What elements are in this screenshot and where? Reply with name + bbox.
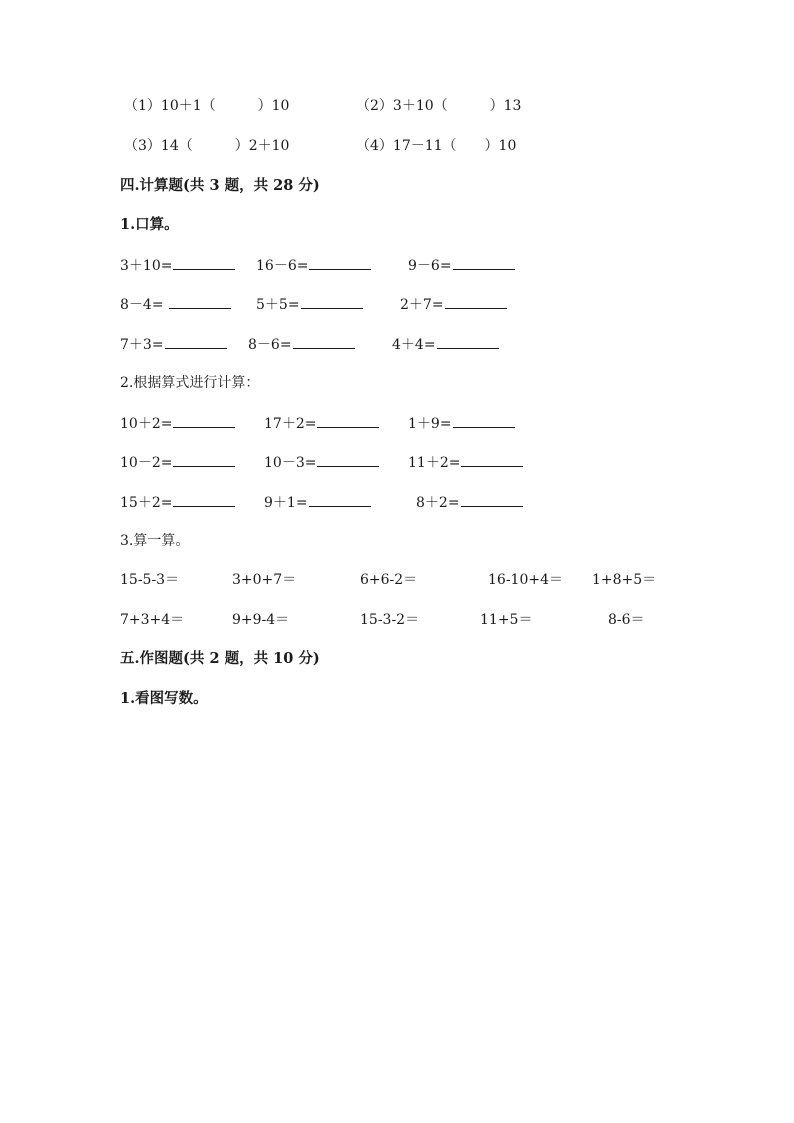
question-2-heading bbox=[0, 372, 794, 394]
q2-row-3 bbox=[0, 491, 794, 513]
q1-expr: 8－6= bbox=[248, 337, 292, 353]
q2-expr: 10＋2= bbox=[120, 416, 173, 432]
q1-row-2 bbox=[0, 293, 794, 315]
q3-item: 3+0+7＝ bbox=[232, 572, 297, 588]
answer-blank[interactable] bbox=[461, 451, 523, 467]
q3-item: 16-10+4＝ bbox=[488, 572, 563, 588]
q1-row-3 bbox=[0, 333, 794, 355]
q1-item bbox=[120, 293, 231, 316]
answer-blank[interactable] bbox=[301, 293, 363, 309]
q1-expr: 16－6= bbox=[256, 258, 309, 274]
q1-item bbox=[400, 293, 507, 316]
q3-item: 7+3+4＝ bbox=[120, 612, 185, 628]
answer-blank[interactable] bbox=[453, 412, 515, 428]
q2-expr: 10－2= bbox=[120, 455, 173, 471]
compare-item-4: （4）17－11（ ）10 bbox=[356, 138, 517, 154]
answer-blank[interactable] bbox=[173, 254, 235, 270]
section-5-heading bbox=[0, 648, 794, 670]
answer-blank[interactable] bbox=[317, 412, 379, 428]
q3-item: 15-5-3＝ bbox=[120, 572, 180, 588]
answer-blank[interactable] bbox=[317, 451, 379, 467]
q1-expr: 7＋3= bbox=[120, 337, 164, 353]
q1-item bbox=[392, 333, 499, 356]
q2-expr: 11＋2= bbox=[408, 455, 461, 471]
answer-blank[interactable] bbox=[437, 333, 499, 349]
q3-item: 11+5＝ bbox=[480, 612, 533, 628]
question-2-title: 2.根据算式进行计算： bbox=[120, 375, 260, 391]
q2-row-1 bbox=[0, 412, 794, 434]
q2-expr: 1＋9= bbox=[408, 416, 452, 432]
q3-row-1 bbox=[0, 569, 794, 591]
question-1-title: 1.口算。 bbox=[120, 216, 179, 233]
question-1-heading bbox=[0, 214, 794, 236]
answer-blank[interactable] bbox=[461, 491, 523, 507]
q1-item bbox=[256, 293, 363, 316]
answer-blank[interactable] bbox=[445, 293, 507, 309]
q2-item bbox=[264, 451, 379, 474]
q2-item bbox=[120, 451, 235, 474]
s5-question-1-heading bbox=[0, 688, 794, 710]
q3-item: 9+9-4＝ bbox=[232, 612, 290, 628]
q2-item bbox=[264, 412, 379, 435]
compare-item-3: （3）14（ ）2＋10 bbox=[124, 138, 290, 154]
answer-blank[interactable] bbox=[293, 333, 355, 349]
answer-blank[interactable] bbox=[173, 412, 235, 428]
q3-row-2 bbox=[0, 609, 794, 631]
q1-item bbox=[408, 254, 515, 277]
q2-expr: 17＋2= bbox=[264, 416, 317, 432]
section-4-heading bbox=[0, 175, 794, 197]
section-4-title: 四.计算题(共 3 题，共 28 分) bbox=[120, 177, 320, 194]
answer-blank[interactable] bbox=[169, 293, 231, 309]
q1-item bbox=[120, 333, 227, 356]
q2-expr: 15＋2= bbox=[120, 495, 173, 511]
q1-expr: 8－4= bbox=[120, 297, 168, 313]
s5-question-1-title: 1.看图写数。 bbox=[120, 690, 208, 707]
answer-blank[interactable] bbox=[453, 254, 515, 270]
answer-blank[interactable] bbox=[309, 254, 371, 270]
answer-blank[interactable] bbox=[173, 451, 235, 467]
q2-expr: 10－3= bbox=[264, 455, 317, 471]
question-3-heading bbox=[0, 530, 794, 552]
section-5-title: 五.作图题(共 2 题，共 10 分) bbox=[120, 650, 320, 667]
q1-expr: 5＋5= bbox=[256, 297, 300, 313]
q2-item bbox=[416, 491, 523, 514]
q2-item bbox=[408, 451, 523, 474]
compare-row-1 bbox=[0, 95, 794, 117]
q1-expr: 9－6= bbox=[408, 258, 452, 274]
q3-item: 6+6-2＝ bbox=[360, 572, 418, 588]
answer-blank[interactable] bbox=[173, 491, 235, 507]
q3-item: 15-3-2＝ bbox=[360, 612, 420, 628]
compare-row-2 bbox=[0, 135, 794, 157]
q2-expr: 8＋2= bbox=[416, 495, 460, 511]
q2-row-2 bbox=[0, 451, 794, 473]
q3-item: 8-6＝ bbox=[608, 612, 645, 628]
q1-expr: 2＋7= bbox=[400, 297, 444, 313]
q3-item: 1+8+5＝ bbox=[592, 572, 657, 588]
q2-expr: 9＋1= bbox=[264, 495, 308, 511]
question-3-title: 3.算一算。 bbox=[120, 533, 190, 549]
q2-item bbox=[408, 412, 515, 435]
q1-expr: 4＋4= bbox=[392, 337, 436, 353]
q1-item bbox=[120, 254, 235, 277]
answer-blank[interactable] bbox=[309, 491, 371, 507]
compare-item-2: （2）3＋10（ ）13 bbox=[356, 98, 522, 114]
compare-item-1: （1）10＋1（ ）10 bbox=[124, 98, 290, 114]
q1-item bbox=[256, 254, 371, 277]
q2-item bbox=[264, 491, 371, 514]
q2-item bbox=[120, 412, 235, 435]
q1-row-1 bbox=[0, 254, 794, 276]
q1-expr: 3＋10= bbox=[120, 258, 173, 274]
q2-item bbox=[120, 491, 235, 514]
answer-blank[interactable] bbox=[165, 333, 227, 349]
q1-item bbox=[248, 333, 355, 356]
